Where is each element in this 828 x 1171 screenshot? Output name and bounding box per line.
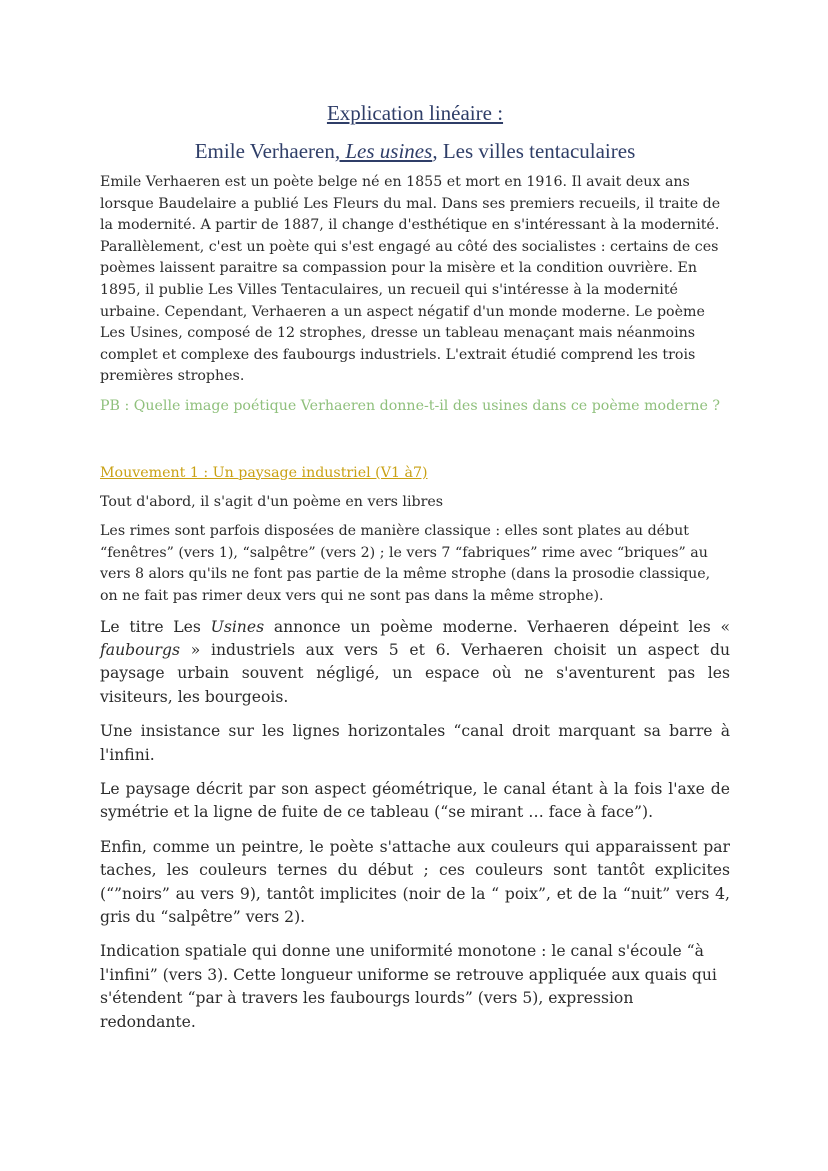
problematique: PB : Quelle image poétique Verhaeren donne-t-il des usines dans ce poème moderne ? bbox=[100, 397, 720, 414]
paragraph-geometrie: Le paysage décrit par son aspect géométrique, le canal étant à la fois l'axe de symétrie et la ligne de fuite de ce tableau (“se mirant … face à face”). bbox=[100, 779, 730, 822]
document-title: Explication linéaire : bbox=[326, 101, 504, 125]
paragraph-titre: Le titre Les Usines annonce un poème moderne. Verhaeren dépeint les « faubourgs » industriels aux vers 5 et 6. Verhaeren choisit un aspect du paysage urbain souvent négligé, un espace où ne s'aventurent pas les visiteurs, les bourgeois. bbox=[100, 617, 731, 706]
collection: , Les villes tentaculaires bbox=[432, 139, 636, 163]
intro-paragraph: Emile Verhaeren est un poète belge né en 1855 et mort en 1916. Il avait deux ans lorsque Baudelaire a publié Les Fleurs du mal. Dans ses premiers recueils, il traite de la modernité. A partir de 1887, il change d'esthétique en s'intéressant à la modernité. Parallèlement, c'est un poète qui s'est engagé au côté des socialistes : certains de ces poèmes laissent paraitre sa compassion pour la misère et la condition ouvrière. En 1895, il publie Les Villes Tentaculaires, un recueil qui s'intéresse à la modernité urbaine. Cependant, Verhaeren a un aspect négatif d'un monde moderne. Le poème Les Usines, composé de 12 strophes, dresse un tableau menaçant mais néanmoins complet et complexe des faubourgs industriels. L'extrait étudié comprend les trois premières strophes. bbox=[100, 174, 721, 385]
document-page bbox=[100, 98, 730, 1045]
author: Emile Verhaeren bbox=[194, 139, 335, 163]
movement-heading: Mouvement 1 : Un paysage industriel (V1 à7) bbox=[100, 464, 428, 481]
paragraph-vers-libres: Tout d'abord, il s'agit d'un poème en vers libres bbox=[100, 493, 444, 510]
paragraph-rimes: Les rimes sont parfois disposées de manière classique : elles sont plates au début “fenêtres” (vers 1), “salpêtre” (vers 2) ; le vers 7 “fabriques” rime avec “briques” au vers 8 alors qu'ils ne font pas partie de la même strophe (dans la prosodie classique, on ne fait pas rimer deux vers qui ne sont pas dans la même strophe). bbox=[100, 523, 711, 604]
paragraph-lignes: Une insistance sur les lignes horizontales “canal droit marquant sa barre à l'infini. bbox=[100, 722, 730, 764]
poem-title: , Les usines bbox=[334, 139, 433, 163]
document-subtitle bbox=[100, 136, 730, 166]
paragraph-couleurs: Enfin, comme un peintre, le poète s'attache aux couleurs qui apparaissent par taches, les couleurs ternes du début ; ces couleurs sont tantôt explicites (“”noirs” au vers 9), tantôt implicites (noir de la “ poix”, et de la “nuit” vers 4, gris du “salpêtre” vers 2). bbox=[100, 837, 730, 926]
paragraph-espace: Indication spatiale qui donne une uniformité monotone : le canal s'écoule “à l'infini” (vers 3). Cette longueur uniforme se retrouve appliquée aux quais qui s'étendent “par à travers les faubourgs lourds” (vers 5), expression redondante. bbox=[100, 942, 717, 1031]
